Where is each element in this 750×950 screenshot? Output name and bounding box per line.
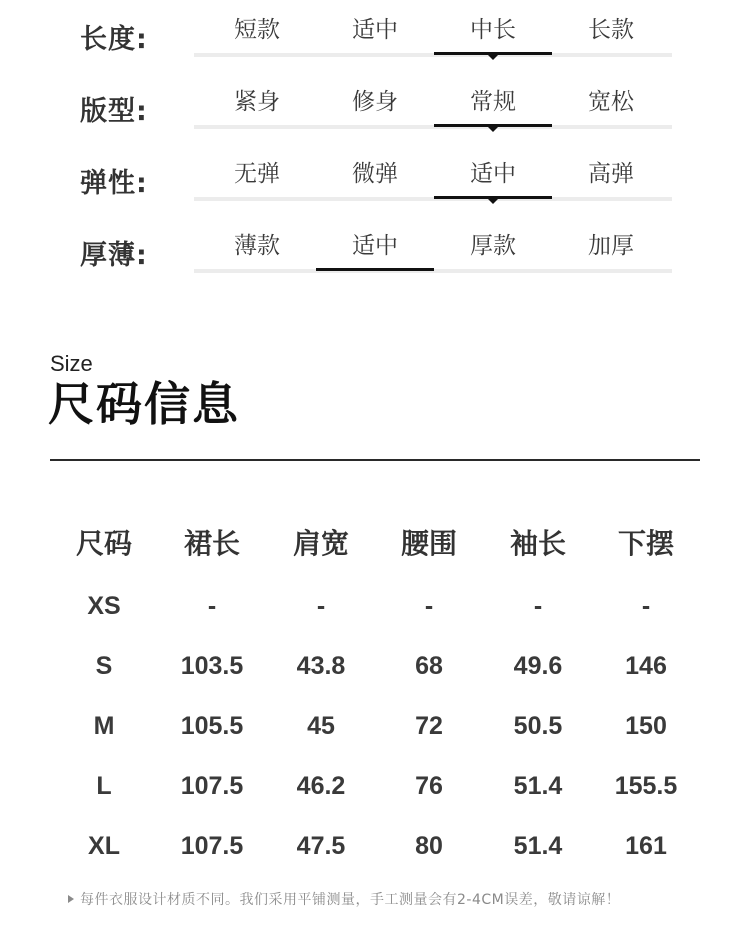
table-cell: 51.4 xyxy=(513,772,563,800)
attr-option: 微弹 xyxy=(352,161,398,187)
attr-label: 版型: xyxy=(80,96,148,127)
triangle-bullet-icon xyxy=(68,895,74,903)
attr-option: 高弹 xyxy=(588,161,634,187)
measurement-footnote xyxy=(68,889,620,911)
table-cell: 107.5 xyxy=(180,772,244,800)
table-cell: - xyxy=(641,592,651,620)
attr-option-selected: 适中 xyxy=(352,233,398,259)
column-header: 肩宽 xyxy=(292,527,350,560)
column-header: 尺码 xyxy=(75,527,133,560)
attr-option: 薄款 xyxy=(234,233,280,259)
column-header: 腰围 xyxy=(400,527,458,560)
attr-track xyxy=(194,53,672,57)
table-row xyxy=(0,830,750,870)
table-row xyxy=(0,710,750,750)
indicator-notch-icon xyxy=(488,127,498,132)
attr-option: 宽松 xyxy=(588,89,634,115)
table-cell: 72 xyxy=(415,712,443,740)
attr-label: 弹性: xyxy=(80,168,148,199)
table-cell: 107.5 xyxy=(180,832,244,860)
attr-option: 适中 xyxy=(352,17,398,43)
table-cell: 150 xyxy=(625,712,667,740)
attr-option-selected: 适中 xyxy=(470,161,516,187)
table-cell: 49.6 xyxy=(513,652,563,680)
table-cell: 155.5 xyxy=(614,772,678,800)
attr-option: 修身 xyxy=(352,89,398,115)
attr-option: 加厚 xyxy=(588,233,634,259)
attr-option: 紧身 xyxy=(234,89,280,115)
table-cell: 51.4 xyxy=(513,832,563,860)
attr-option: 长款 xyxy=(588,17,634,43)
column-header: 下摆 xyxy=(617,527,675,560)
table-cell: - xyxy=(424,592,434,620)
table-row xyxy=(0,590,750,630)
attr-option: 无弹 xyxy=(234,161,280,187)
table-cell: 47.5 xyxy=(296,832,346,860)
footnote-text: 每件衣服设计材质不同。我们采用平铺测量，手工测量会有2-4CM误差，敬请谅解！ xyxy=(80,892,621,908)
table-cell: 45 xyxy=(307,712,335,740)
table-cell: 103.5 xyxy=(180,652,244,680)
table-cell: 76 xyxy=(415,772,443,800)
attr-row-length xyxy=(0,16,750,88)
table-cell: 46.2 xyxy=(296,772,346,800)
attr-track xyxy=(194,197,672,201)
table-cell: - xyxy=(533,592,543,620)
attr-option-selected: 常规 xyxy=(470,89,516,115)
table-cell: L xyxy=(96,772,112,800)
table-row xyxy=(0,650,750,690)
attr-row-fit xyxy=(0,88,750,160)
attr-label: 厚薄: xyxy=(80,240,148,271)
table-cell: M xyxy=(93,712,115,740)
table-header-row xyxy=(0,526,750,566)
table-cell: 161 xyxy=(625,832,667,860)
size-heading-en: Size xyxy=(50,351,93,376)
attr-track xyxy=(194,125,672,129)
table-cell: - xyxy=(316,592,326,620)
table-cell: 80 xyxy=(415,832,443,860)
attr-row-elasticity xyxy=(0,160,750,232)
table-cell: 43.8 xyxy=(296,652,346,680)
table-cell: 50.5 xyxy=(513,712,563,740)
table-cell: - xyxy=(207,592,217,620)
selected-indicator xyxy=(316,268,434,271)
attr-option: 厚款 xyxy=(470,233,516,259)
table-row xyxy=(0,770,750,810)
table-cell: 68 xyxy=(415,652,443,680)
column-header: 袖长 xyxy=(509,527,567,560)
heading-divider xyxy=(50,459,700,461)
column-header: 裙长 xyxy=(183,527,241,560)
indicator-notch-icon xyxy=(488,55,498,60)
attr-option-selected: 中长 xyxy=(470,17,516,43)
table-cell: S xyxy=(95,652,113,680)
table-cell: 146 xyxy=(625,652,667,680)
attr-option: 短款 xyxy=(234,17,280,43)
attr-row-thickness xyxy=(0,232,750,304)
table-cell: XS xyxy=(87,592,121,620)
size-heading-cn: 尺码信息 xyxy=(48,377,240,431)
table-cell: 105.5 xyxy=(180,712,244,740)
attr-label: 长度: xyxy=(80,24,148,55)
indicator-notch-icon xyxy=(488,199,498,204)
table-cell: XL xyxy=(88,832,120,860)
